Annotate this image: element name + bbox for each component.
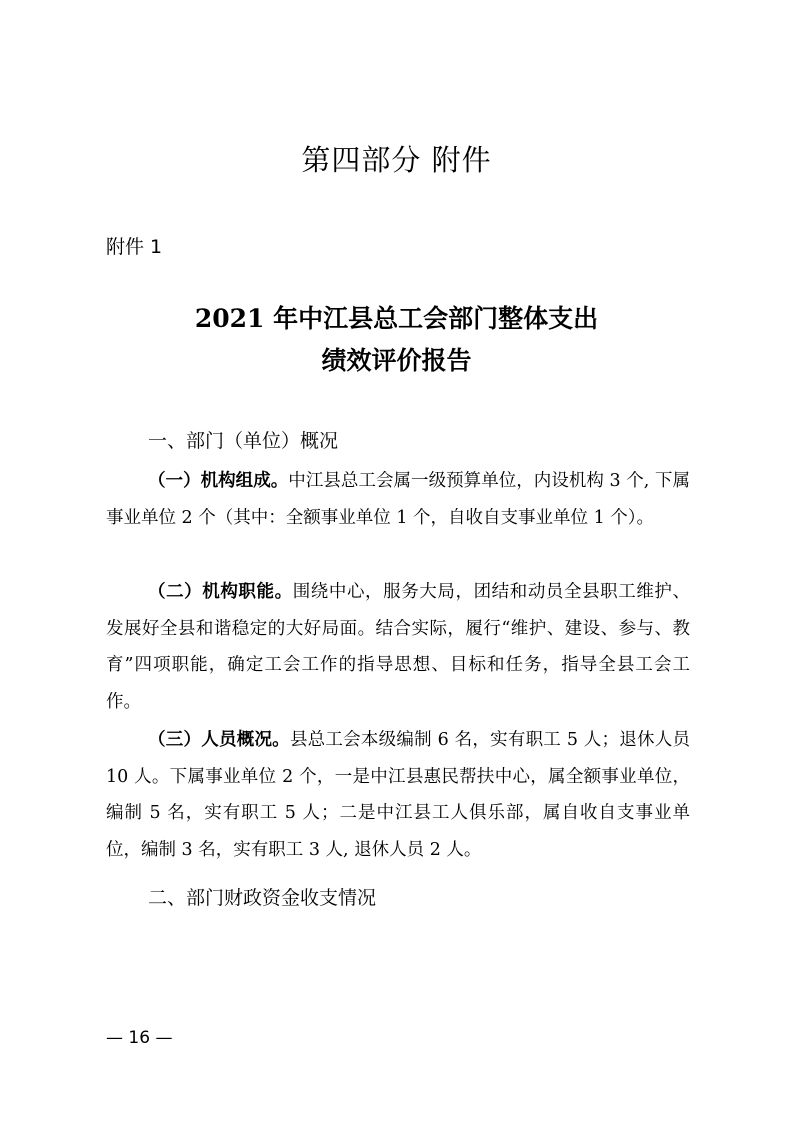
section-heading-2: 二、部门财政资金收支情况 [148, 887, 377, 909]
report-title-line2: 绩效评价报告 [321, 346, 472, 375]
paragraph-text: 县总工会本级编制 6 名，实有职工 5 人；退休人员 10 人。下属事业单位 2 个，一是中江县惠民帮扶中心，属全额事业单位，编制 5 名，实有职工 5 人；二是中江县工人俱乐部，属自收自支事业单位，编制 3 名，实有职工 3 人, 退休人员 2 人。 [106, 730, 690, 860]
paragraph-org-functions [106, 574, 690, 720]
paragraph-org-structure [106, 463, 690, 536]
part-title: 第四部分 附件 [301, 143, 492, 177]
report-title [0, 298, 793, 382]
paragraph-lead: （三）人员概况。 [148, 730, 290, 750]
report-title-line1: 2021 年中江县总工会部门整体支出 [194, 304, 599, 333]
page-number: — 16 — [106, 1028, 173, 1048]
paragraph-staff-overview [106, 722, 690, 868]
paragraph-lead: （二）机构职能。 [148, 582, 293, 602]
paragraph-lead: （一）机构组成。 [148, 471, 289, 491]
paragraph-text: 中江县总工会属一级预算单位，内设机构 3 个, 下属事业单位 2 个（其中：全额事业单位 1 个，自收自支事业单位 1 个）。 [106, 471, 691, 528]
paragraph-text: 围绕中心，服务大局，团结和动员全县职工维护、发展好全县和谐稳定的大好局面。结合实际，履行“维护、建设、参与、教育”四项职能，确定工会工作的指导思想、目标和任务，指导全县工会工作。 [106, 582, 691, 712]
attachment-label: 附件 1 [106, 236, 163, 258]
section-heading-1: 一、部门（单位）概况 [148, 430, 339, 452]
